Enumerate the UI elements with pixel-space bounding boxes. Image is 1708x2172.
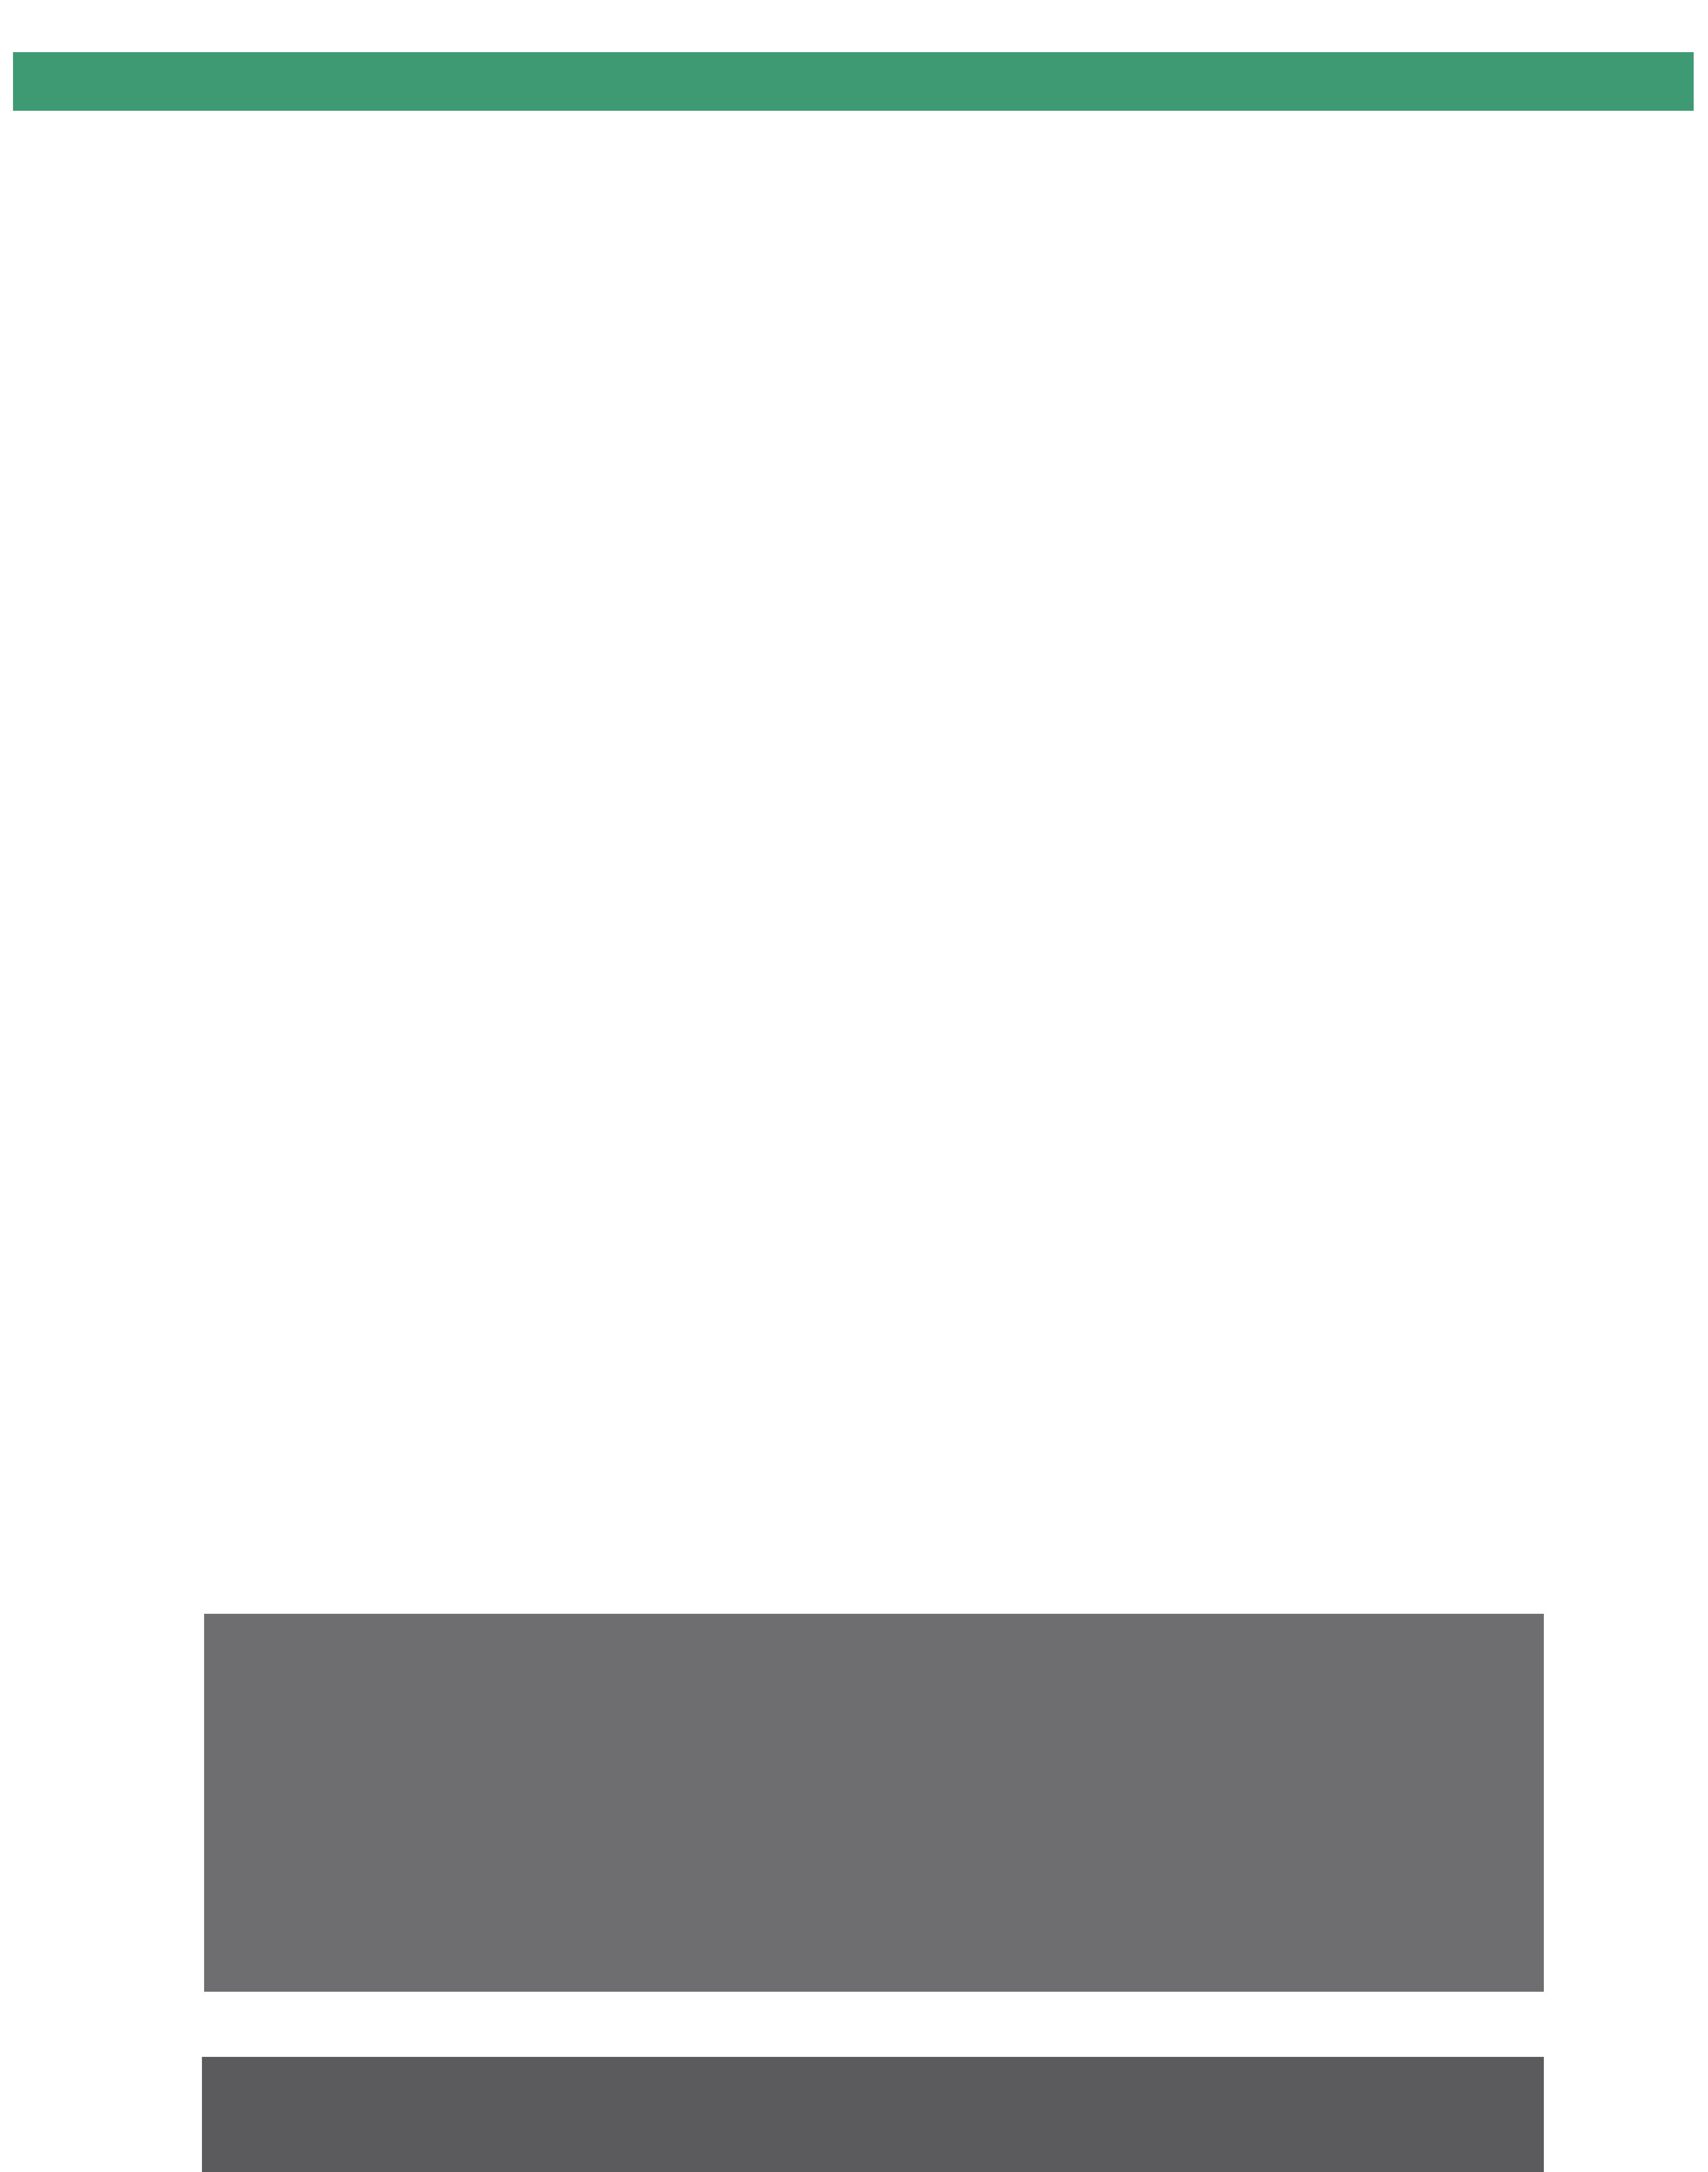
dark-panel bbox=[202, 2057, 1544, 2172]
gray-panel bbox=[204, 1614, 1544, 1992]
title-banner bbox=[13, 52, 1694, 111]
